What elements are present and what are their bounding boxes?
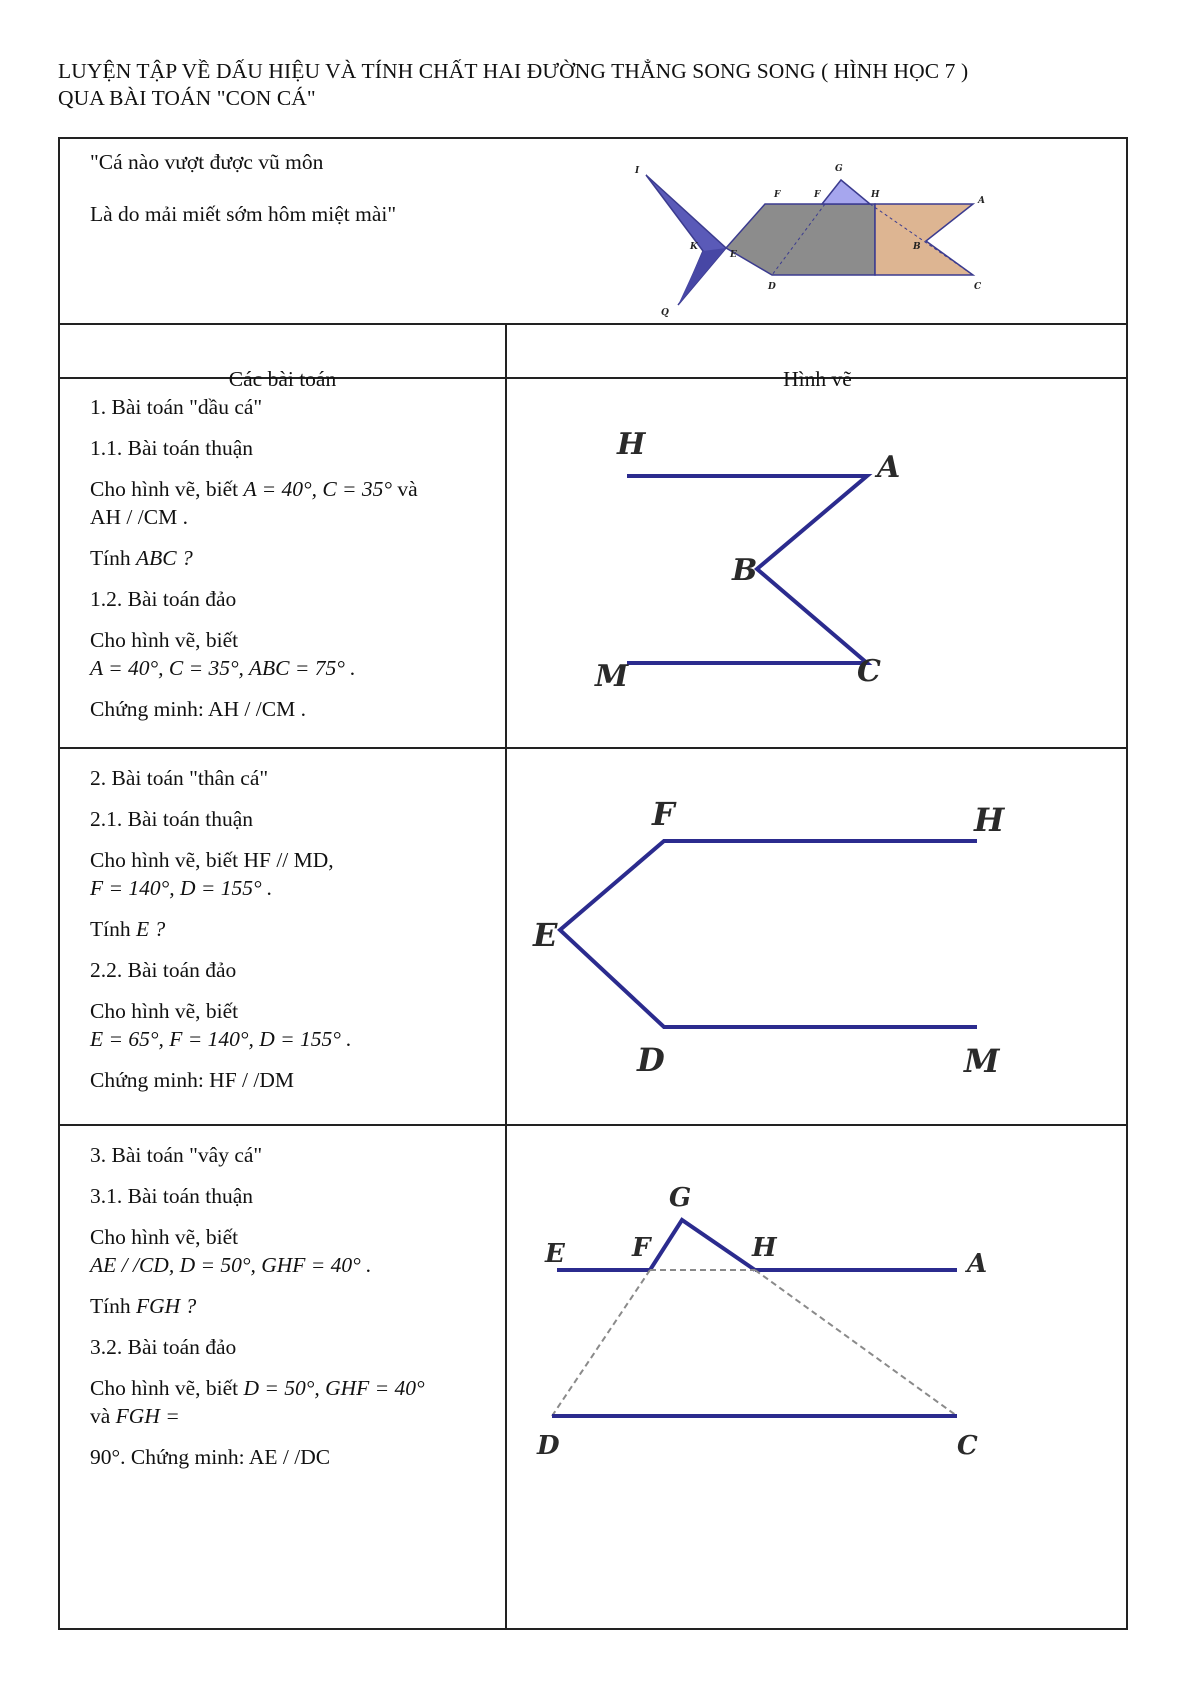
problem-3-given-lead: Cho hình vẽ, biết: [90, 1225, 239, 1249]
ask-angle: ABC ?: [135, 546, 193, 570]
problem-3-prove: [90, 1443, 490, 1471]
problem-2-sub2: 2.2. Bài toán đảo: [90, 958, 237, 982]
prove-statement: AE / /DC: [248, 1445, 331, 1469]
given-and: và: [397, 477, 418, 501]
problem-2-prove: [90, 1066, 490, 1094]
quote-line-1: "Cá nào vượt được vũ môn: [90, 150, 324, 174]
problem-1-given: [90, 475, 490, 503]
page-title: [58, 58, 1158, 112]
fish-label-I: I: [635, 166, 640, 176]
fig1-label-C: C: [857, 654, 881, 689]
fish-label-C: C: [974, 282, 982, 292]
problem-2-angles: F = 140°, D = 155° .: [90, 876, 273, 900]
problem-1-title: 1. Bài toán "dầu cá": [90, 395, 263, 419]
problem-2-converse-lead: Cho hình vẽ, biết: [90, 999, 239, 1023]
problem-3-and: [90, 1402, 490, 1430]
row-divider: [60, 323, 1126, 325]
problem-3-sub1: 3.1. Bài toán thuận: [90, 1184, 254, 1208]
fig3-label-F: F: [632, 1233, 651, 1263]
fig1-label-M: M: [595, 659, 629, 694]
problem-2-ask: [90, 915, 490, 943]
fish-label-E: E: [730, 250, 737, 260]
fig2-label-M: M: [964, 1042, 1000, 1080]
fig2-label-H: H: [974, 801, 1005, 839]
given-angles: A = 40°, C = 35°: [243, 477, 393, 501]
fish-label-A: A: [978, 196, 985, 206]
problem-2-sub1: 2.1. Bài toán thuận: [90, 807, 254, 831]
fig3-label-H: H: [752, 1233, 777, 1263]
fish-label-H: H: [871, 190, 880, 200]
ask-lead: Tính: [90, 917, 131, 941]
dashed-FD: [552, 1270, 650, 1416]
fig3-label-E: E: [545, 1239, 565, 1269]
fin-FGH: [650, 1220, 755, 1270]
given-lead: Cho hình vẽ, biết: [90, 477, 239, 501]
problem-1-converse-angles: A = 40°, C = 35°, ABC = 75° .: [90, 656, 356, 680]
problem-1-prove: [90, 695, 490, 723]
problem-1-parallel: AH / /CM .: [90, 505, 188, 529]
prove-statement: AH / /CM .: [208, 697, 306, 721]
problem-2-given: Cho hình vẽ, biết HF // MD,: [90, 848, 334, 872]
converse-degree: 90°: [90, 1445, 121, 1469]
fish-label-K: K: [690, 242, 698, 252]
fig1-label-B: B: [732, 553, 758, 588]
fish-label-B: B: [913, 242, 921, 252]
fig3-label-D: D: [537, 1431, 560, 1461]
problem-3-sub2: 3.2. Bài toán đảo: [90, 1335, 237, 1359]
fish-fin: [822, 180, 870, 204]
ask-lead: Tính: [90, 1294, 131, 1318]
fish-label-F2: F: [814, 190, 821, 200]
fig3-label-A: A: [967, 1249, 988, 1279]
converse-and: và: [90, 1404, 111, 1428]
ask-lead: Tính: [90, 546, 131, 570]
ask-angle: FGH ?: [135, 1294, 197, 1318]
prove-statement: HF / /DM: [209, 1068, 294, 1092]
prove-lead: Chứng minh:: [90, 1068, 204, 1092]
figure-2-lines: [560, 841, 977, 1027]
fig1-label-A: A: [877, 450, 901, 485]
dashed-HC: [755, 1270, 957, 1416]
fish-label-G: G: [835, 164, 843, 174]
fig3-label-C: C: [957, 1431, 978, 1461]
worksheet-table: [58, 137, 1128, 1630]
fig2-label-F: F: [652, 795, 675, 833]
converse-lead: Cho hình vẽ, biết: [90, 1376, 239, 1400]
fish-label-Q: Q: [661, 308, 669, 318]
fish-body: [726, 204, 875, 275]
problem-1-ask: [90, 544, 490, 572]
prove-lead: . Chứng minh:: [120, 1445, 245, 1469]
fig2-label-D: D: [637, 1041, 665, 1079]
problem-1-sub2: 1.2. Bài toán đảo: [90, 587, 237, 611]
problem-2-text: [90, 764, 490, 1094]
fish-label-F1: F: [774, 190, 781, 200]
quote-line-2: Là do mải miết sớm hôm miệt mài": [90, 202, 397, 226]
fig2-label-E: E: [533, 916, 558, 954]
title-line-2: QUA BÀI TOÁN "CON CÁ": [58, 86, 316, 110]
fish-tail: [646, 175, 726, 305]
problem-1-converse-lead: Cho hình vẽ, biết: [90, 628, 239, 652]
problem-3-text: [90, 1141, 490, 1471]
fish-diagram: [60, 139, 1130, 323]
problem-2-title: 2. Bài toán "thân cá": [90, 766, 269, 790]
problem-2-converse-angles: E = 65°, F = 140°, D = 155° .: [90, 1027, 352, 1051]
problem-3-ask: [90, 1292, 490, 1320]
problem-1-sub1: 1.1. Bài toán thuận: [90, 436, 254, 460]
fish-label-D: D: [768, 282, 776, 292]
converse-fgh: FGH =: [115, 1404, 180, 1428]
figure-2: [507, 749, 1128, 1124]
converse-angles: D = 50°, GHF = 40°: [243, 1376, 425, 1400]
ask-angle: E ?: [135, 917, 166, 941]
problem-3-converse: [90, 1374, 490, 1402]
problem-3-given: AE / /CD, D = 50°, GHF = 40° .: [90, 1253, 372, 1277]
header-col-problems: Các bài toán: [228, 367, 337, 391]
header-col-figures: Hình vẽ: [783, 367, 852, 391]
figure-3: [507, 1126, 1128, 1630]
fig1-label-H: H: [617, 427, 646, 462]
problem-3-title: 3. Bài toán "vây cá": [90, 1143, 263, 1167]
fig3-label-G: G: [669, 1183, 692, 1213]
problem-1-text: [90, 393, 490, 723]
prove-lead: Chứng minh:: [90, 697, 204, 721]
title-line-1: LUYỆN TẬP VỀ DẤU HIỆU VÀ TÍNH CHẤT HAI ĐƯỜNG THẲNG SONG SONG ( HÌNH HỌC 7 ): [58, 59, 969, 83]
fish-back: [875, 204, 973, 275]
figure-1: [507, 379, 1128, 747]
